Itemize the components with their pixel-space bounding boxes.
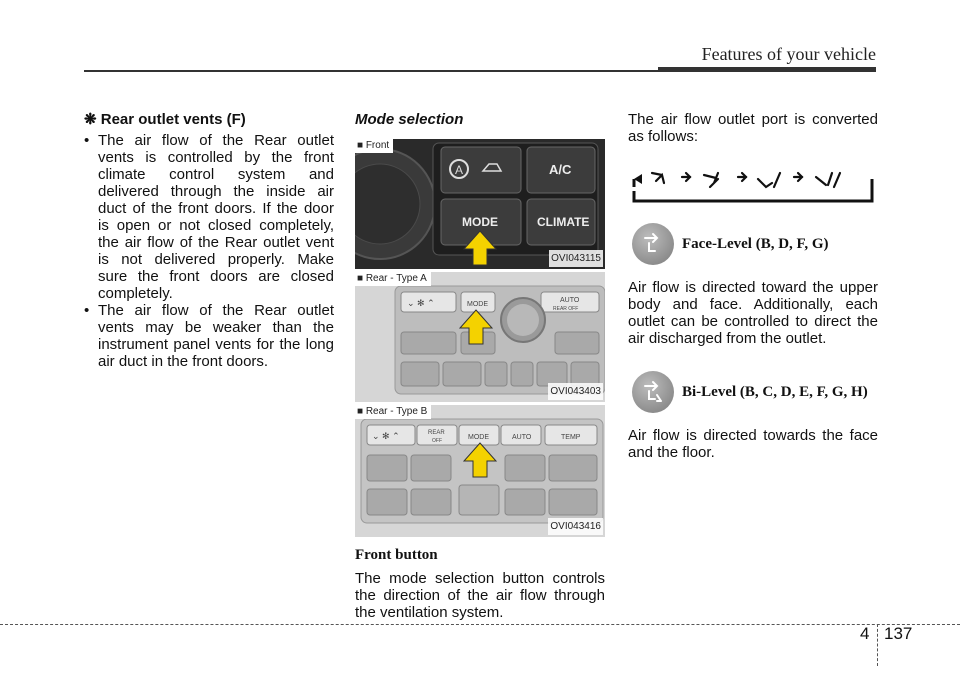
mode-selection-title: Mode selection — [355, 111, 464, 128]
rear-off-button-label: REAR OFF — [553, 306, 579, 312]
page-number: 137 — [884, 624, 913, 643]
mode-sequence-diagram — [628, 167, 878, 207]
rear-outlet-section — [84, 111, 334, 370]
rear-type-a-photo — [355, 272, 605, 402]
air-flow-intro: The air flow outlet port is converted as follows: — [628, 111, 878, 145]
auto-button-label: AUTO — [560, 297, 580, 304]
air-flow-section — [628, 111, 878, 461]
mode-item — [632, 223, 878, 265]
rear-button-label: REAR — [428, 430, 445, 436]
mode-button-label: MODE — [462, 215, 498, 229]
bi-level-icon — [632, 371, 674, 413]
svg-text:A: A — [455, 163, 464, 177]
face-level-icon — [632, 223, 674, 265]
page-number-divider — [877, 624, 878, 666]
climate-button-label: CLIMATE — [537, 215, 590, 229]
mode-description: Air flow is directed towards the face and the floor. — [628, 427, 878, 461]
mode-item — [632, 371, 878, 413]
bi-level-mode — [628, 371, 878, 461]
figure-label: ■ Rear - Type B — [355, 405, 431, 419]
mode-name: Face-Level (B, D, F, G) — [682, 235, 829, 252]
face-level-mode — [628, 223, 878, 347]
front-button-title: Front button — [355, 547, 438, 563]
rear-outlet-bullets — [84, 132, 334, 370]
mode-button-label: MODE — [468, 434, 489, 441]
svg-text:⌄ ✻ ⌃: ⌄ ✻ ⌃ — [407, 298, 435, 308]
mode-selection-section — [355, 111, 605, 621]
figure-label: ■ Rear - Type A — [355, 272, 431, 286]
header-bar — [658, 67, 876, 72]
mode-sequence-illustration — [628, 167, 878, 207]
page-header-title: Features of your vehicle — [701, 44, 876, 64]
front-panel-photo — [355, 139, 605, 269]
figure-code: OVI043403 — [548, 383, 603, 400]
svg-text:⌄ ✻ ⌃: ⌄ ✻ ⌃ — [372, 431, 400, 441]
bullet-item: • The air flow of the Rear outlet vents may be weaker than the instrument panel vents for the long air duct in the front doors. — [84, 302, 334, 370]
off-button-label: OFF — [432, 438, 442, 444]
front-button-text: The mode selection button controls the direction of the air flow through the ventilation system. — [355, 570, 605, 621]
rear-outlet-heading: ❋ Rear outlet vents (F) — [84, 111, 246, 128]
mode-name: Bi-Level (B, C, D, E, F, G, H) — [682, 383, 868, 400]
figure-code: OVI043416 — [548, 518, 603, 535]
ac-button-label: A/C — [549, 162, 572, 177]
figure-code: OVI043115 — [549, 250, 603, 267]
mode-description: Air flow is directed toward the upper body and face. Additionally, each outlet can be controlled to direct the air discharged from the outlet. — [628, 279, 878, 347]
bullet-item: • The air flow of the Rear outlet vents is controlled by the front climate control system and delivered through the inside air duct of the front doors. If the door is open or not closed completely, the air flow of the Rear outlet vent is not delivered properly. Make sure the front doors are closed completely. — [84, 132, 334, 302]
figure-label: ■ Front — [355, 139, 393, 153]
rear-type-b-photo — [355, 405, 605, 537]
chapter-number: 4 — [860, 624, 870, 643]
footer-rule — [0, 624, 960, 625]
mode-button-label: MODE — [467, 301, 488, 308]
temp-button-label: TEMP — [561, 434, 581, 441]
auto-button-label: AUTO — [512, 434, 532, 441]
